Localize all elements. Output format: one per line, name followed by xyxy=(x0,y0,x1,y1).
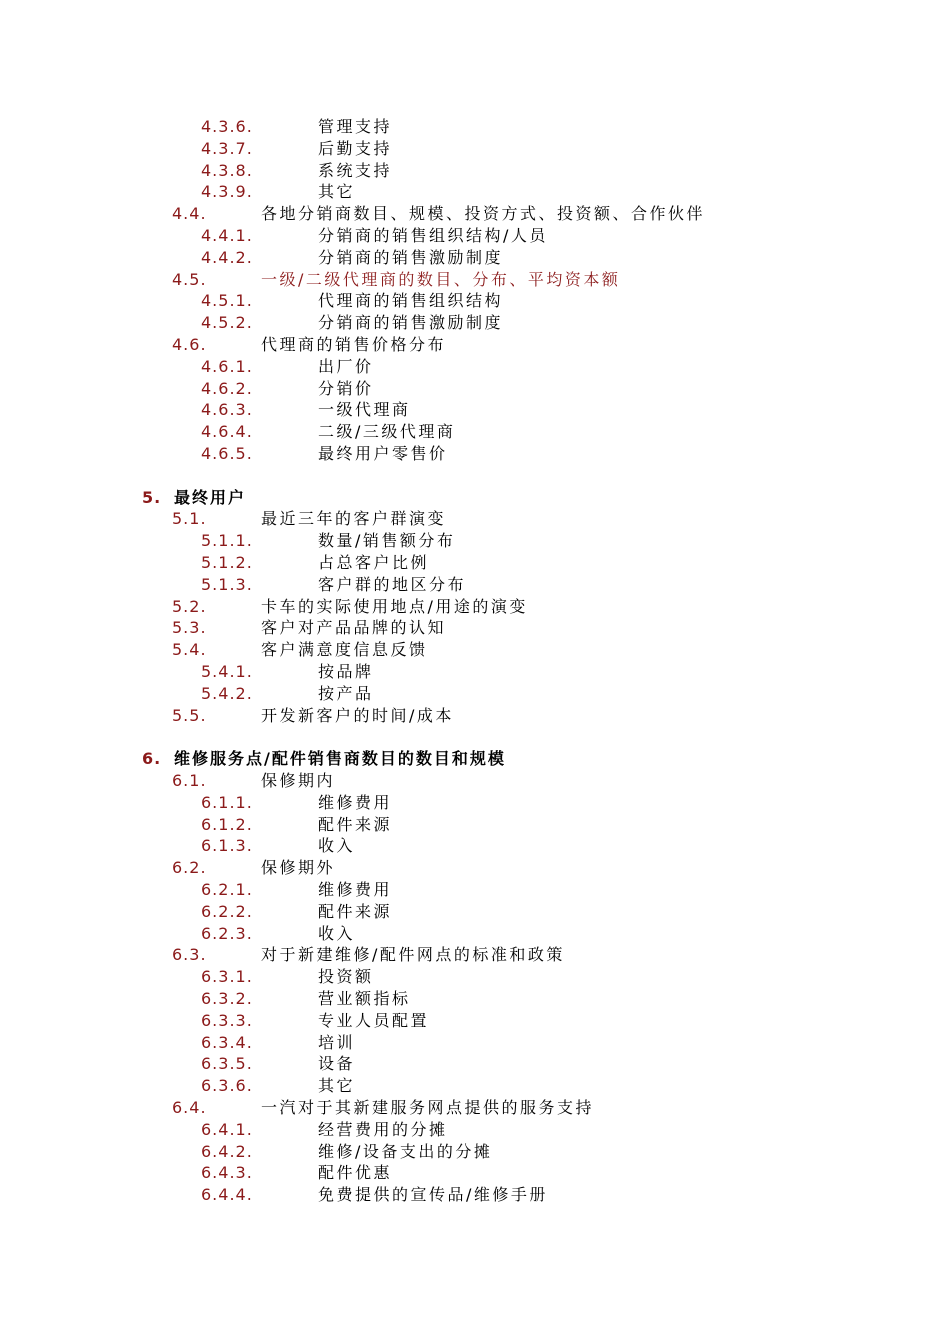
outline-text: 客户对产品品牌的认知 xyxy=(261,618,447,638)
outline-text: 按品牌 xyxy=(318,662,374,681)
outline-number: 6.2.1. xyxy=(201,880,253,899)
outline-number: 4.3.6. xyxy=(201,117,253,136)
outline-text: 一级/二级代理商的数目、分布、平均资本额 xyxy=(261,269,621,289)
outline-number: 5.1. xyxy=(172,509,207,529)
outline-text: 分销商的销售组织结构/人员 xyxy=(318,226,548,245)
outline-text: 占总客户比例 xyxy=(318,553,430,572)
outline-text: 维修费用 xyxy=(318,792,393,812)
outline-number: 4.3.8. xyxy=(201,160,253,180)
outline-text: 最终用户零售价 xyxy=(318,444,448,463)
outline-text: 免费提供的宣传品/维修手册 xyxy=(318,1185,548,1205)
outline-text: 分销商的销售激励制度 xyxy=(318,313,504,333)
outline-text: 卡车的实际使用地点/用途的演变 xyxy=(261,596,528,616)
outline-text: 开发新客户的时间/成本 xyxy=(261,705,454,725)
outline-number: 5.4.1. xyxy=(201,662,253,681)
outline-number: 6.3.6. xyxy=(201,1076,253,1096)
outline-text: 后勤支持 xyxy=(318,138,393,158)
outline-number: 6.3.3. xyxy=(201,1010,253,1030)
outline-number: 5.1.2. xyxy=(201,553,253,572)
outline-number: 6.3.2. xyxy=(201,989,253,1008)
outline-text: 一汽对于其新建服务网点提供的服务支持 xyxy=(261,1098,595,1117)
outline-text: 配件来源 xyxy=(318,901,393,921)
outline-text: 最终用户 xyxy=(174,487,247,507)
outline-number: 5.5. xyxy=(172,705,207,725)
outline-text: 分销商的销售激励制度 xyxy=(318,247,504,267)
outline-number: 5.2. xyxy=(172,596,207,616)
outline-number: 4.4.2. xyxy=(201,247,253,267)
outline-text: 出厂价 xyxy=(318,356,374,376)
outline-text: 最近三年的客户群演变 xyxy=(261,509,447,529)
outline-number: 4.4.1. xyxy=(201,226,253,245)
outline-number: 6.2. xyxy=(172,858,207,878)
outline-text: 其它 xyxy=(318,182,356,202)
outline-number: 6.1.2. xyxy=(201,814,253,834)
outline-number: 6.4. xyxy=(172,1098,207,1117)
outline-number: 4.6.4. xyxy=(201,422,253,442)
outline-text: 系统支持 xyxy=(318,160,393,180)
outline-text: 管理支持 xyxy=(318,117,393,136)
outline-number: 5.3. xyxy=(172,618,207,638)
outline-number: 6. xyxy=(142,749,162,769)
outline-number: 4.4. xyxy=(172,204,207,224)
outline-text: 客户群的地区分布 xyxy=(318,574,467,594)
outline-text: 一级代理商 xyxy=(318,400,411,420)
outline-number: 4.3.9. xyxy=(201,182,253,202)
outline-number: 4.5.1. xyxy=(201,291,253,311)
outline-number: 5.1.1. xyxy=(201,531,253,551)
outline-number: 6.4.2. xyxy=(201,1141,253,1161)
outline-number: 6.3.1. xyxy=(201,967,253,987)
outline-text: 各地分销商数目、规模、投资方式、投资额、合作伙伴 xyxy=(261,204,706,224)
outline-number: 6.2.3. xyxy=(201,923,253,943)
outline-number: 4.6.1. xyxy=(201,356,253,376)
outline-number: 5. xyxy=(142,487,162,507)
outline-text: 分销价 xyxy=(318,378,374,398)
outline-number: 4.6.5. xyxy=(201,444,253,463)
outline-number: 4.6.2. xyxy=(201,378,253,398)
outline-text: 保修期外 xyxy=(261,858,336,878)
outline-number: 5.1.3. xyxy=(201,574,253,594)
outline-text: 维修费用 xyxy=(318,880,393,899)
outline-number: 5.4. xyxy=(172,640,207,660)
outline-number: 5.4.2. xyxy=(201,683,253,703)
outline-text: 专业人员配置 xyxy=(318,1010,430,1030)
outline-text: 代理商的销售组织结构 xyxy=(318,291,504,311)
outline-text: 营业额指标 xyxy=(318,989,411,1008)
outline-text: 对于新建维修/配件网点的标准和政策 xyxy=(261,945,565,965)
outline-number: 4.6. xyxy=(172,335,207,354)
outline-text: 客户满意度信息反馈 xyxy=(261,640,428,660)
outline-text: 数量/销售额分布 xyxy=(318,531,456,551)
outline-text: 配件优惠 xyxy=(318,1163,393,1183)
outline-text: 收入 xyxy=(318,923,356,943)
outline-number: 6.3.4. xyxy=(201,1032,253,1052)
outline-text: 保修期内 xyxy=(261,771,336,790)
outline-text: 其它 xyxy=(318,1076,356,1096)
outline-number: 6.1.1. xyxy=(201,792,253,812)
outline-text: 代理商的销售价格分布 xyxy=(261,335,447,354)
outline-text: 按产品 xyxy=(318,683,374,703)
outline-number: 4.5.2. xyxy=(201,313,253,333)
outline-number: 6.4.3. xyxy=(201,1163,253,1183)
outline-text: 投资额 xyxy=(318,967,374,987)
outline-text: 培训 xyxy=(318,1032,356,1052)
outline-number: 6.3.5. xyxy=(201,1054,253,1074)
outline-number: 6.3. xyxy=(172,945,207,965)
outline-text: 二级/三级代理商 xyxy=(318,422,456,442)
outline-number: 6.4.4. xyxy=(201,1185,253,1205)
outline-text: 维修服务点/配件销售商数目的数目和规模 xyxy=(174,749,506,769)
outline-text: 配件来源 xyxy=(318,814,393,834)
outline-number: 6.4.1. xyxy=(201,1119,253,1139)
outline-text: 维修/设备支出的分摊 xyxy=(318,1141,493,1161)
outline-number: 4.3.7. xyxy=(201,138,253,158)
outline-number: 6.1.3. xyxy=(201,836,253,856)
outline-text: 收入 xyxy=(318,836,356,856)
outline-number: 6.2.2. xyxy=(201,901,253,921)
outline-text: 设备 xyxy=(318,1054,356,1074)
outline-text: 经营费用的分摊 xyxy=(318,1119,448,1139)
outline-number: 6.1. xyxy=(172,771,207,790)
outline-number: 4.5. xyxy=(172,269,207,289)
outline-number: 4.6.3. xyxy=(201,400,253,420)
